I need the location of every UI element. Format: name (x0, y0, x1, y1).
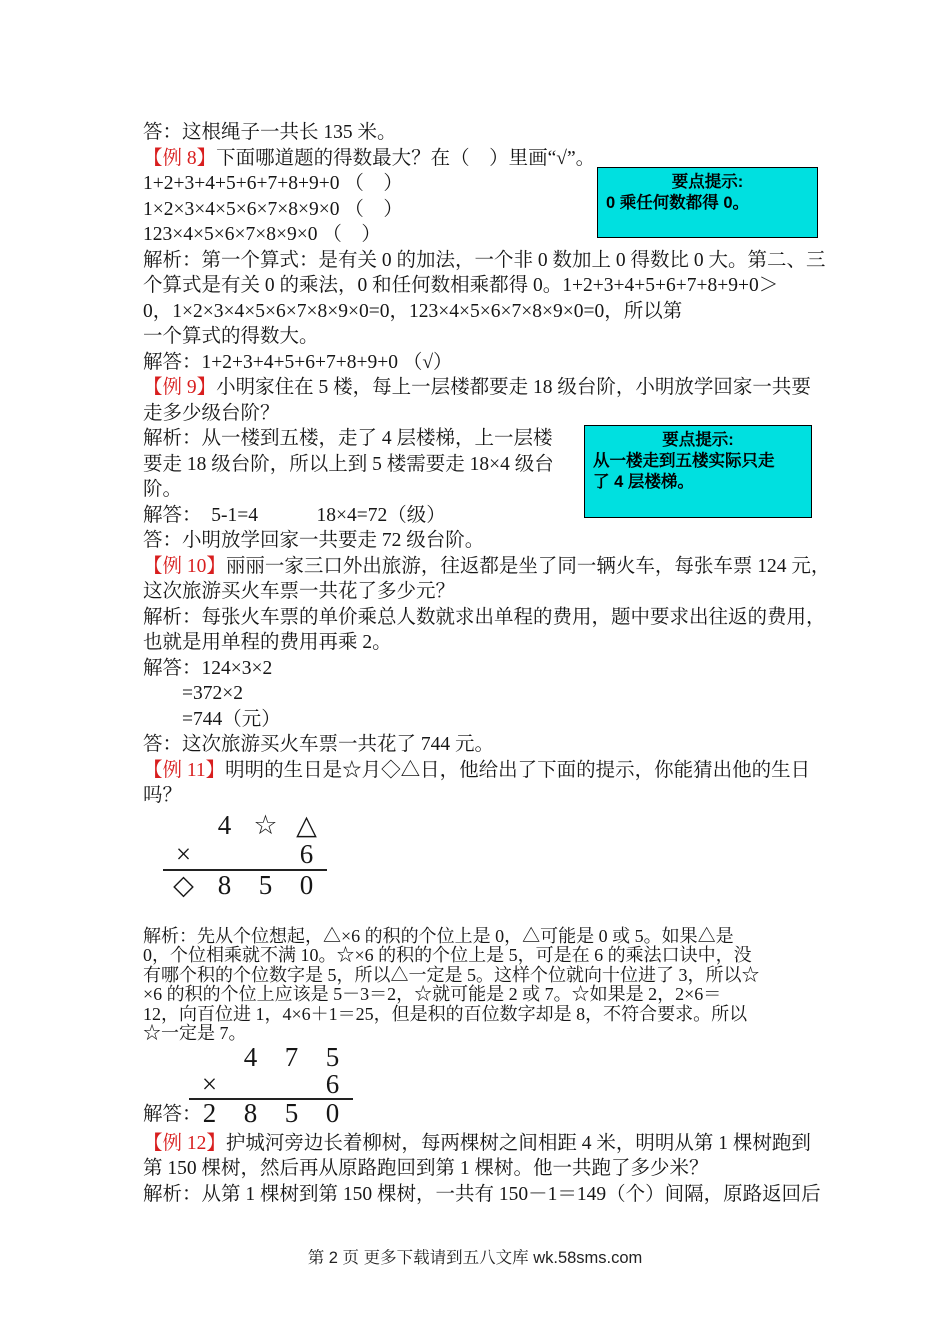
mult-product-row (163, 871, 835, 900)
line-text: 123×4×5×6×7×8×9×0 （ ） (143, 224, 381, 245)
mult-cell-empty (271, 1071, 312, 1098)
mult-digit: 8 (217, 869, 232, 900)
text-line (143, 401, 835, 427)
line-text: 阶。 (143, 479, 183, 500)
mult-digit: 4 (217, 809, 232, 840)
line-text: 明明的生日是☆月◇△日，他给出了下面的提示，你能猜出他的生日 (225, 759, 811, 781)
example-line (143, 758, 835, 784)
mult-digit: 5 (284, 1097, 299, 1128)
line-text: 答：这根绳子一共长 135 米。 (143, 122, 397, 143)
tip-text: 从一楼走到五楼实际只走 (593, 452, 775, 470)
tip-box-zero-multiplication (597, 167, 818, 238)
example-tag: 【例 9】 (143, 377, 217, 398)
text-line (143, 985, 835, 1005)
text-line (143, 681, 835, 707)
mult-digit: 0 (299, 869, 314, 900)
text-line (143, 1156, 835, 1182)
multiply-sign: × (201, 1068, 218, 1099)
diamond-symbol: ◇ (173, 869, 194, 900)
line-text: 解答： 5-1=4 18×4=72（级） (143, 504, 446, 526)
section-example11-analysis (143, 927, 835, 1044)
example-tag: 【例 12】 (143, 1132, 226, 1154)
mult-product-row (189, 1097, 835, 1128)
mult-top-row (189, 1041, 835, 1072)
line-text: 要走 18 级台阶，所以上到 5 楼需要走 18×4 级台 (143, 453, 554, 475)
text-line (143, 732, 835, 758)
text-line (143, 248, 835, 274)
section-example12 (143, 1131, 835, 1208)
mult-operator-row (163, 840, 327, 871)
line-text: 下面哪道题的得数最大？在（ ）里画“√”。 (216, 147, 596, 169)
example-line (143, 375, 835, 401)
text-line (143, 966, 835, 986)
line-text: 一个算式的得数大。 (143, 326, 319, 347)
tip-text: 0 乘任何数都得 0。 (606, 194, 750, 212)
line-text: 第 150 棵树，然后再从原路跑回到第 1 棵树。他一共跑了多少米？ (143, 1158, 709, 1179)
text-line (143, 946, 835, 966)
line-text: 解答：124×3×2 (143, 657, 273, 679)
solution-label: 解答： (143, 1103, 202, 1125)
mult-cell-empty (230, 1071, 271, 1098)
line-text: 0，个位相乘就不满 10。☆×6 的积的个位上是 5，可是在 6 的乘法口诀中，没 (143, 945, 752, 965)
text-line (143, 656, 835, 682)
line-text: 0，1×2×3×4×5×6×7×8×9×0=0，123×4×5×6×7×8×9×0=0，所以第 (143, 300, 683, 322)
mult-digit: 2 (202, 1097, 217, 1128)
line-text: 解析：第一个算式：是有关 0 的加法，一个非 0 数加上 0 得数比 0 大。第二、三 (143, 249, 826, 271)
line-text: 这次旅游买火车票一共花了多少元？ (143, 581, 456, 602)
mult-cell-empty (245, 840, 286, 869)
text-line (143, 1024, 835, 1044)
footer-text: 第 2 页 更多下载请到五八文库 wk.58sms.com (307, 1249, 643, 1267)
line-text: =372×2 (143, 683, 243, 704)
tip-title: 要点提示: (671, 173, 744, 191)
example-tag: 【例 10】 (143, 555, 226, 577)
tip-title: 要点提示: (662, 431, 734, 449)
line-text: =744（元） (143, 708, 281, 730)
text-line (143, 783, 835, 809)
line-text: 丽丽一家三口外出旅游，往返都是坐了同一辆火车，每张车票 124 元， (225, 555, 831, 577)
document-content (143, 120, 835, 1207)
page-footer (0, 1244, 950, 1268)
mult-digit: 8 (243, 1097, 258, 1128)
line-text: 有哪个积的个位数字是 5，所以△一定是 5。这样个位就向十位进了 3，所以☆ (143, 964, 760, 985)
line-text: 走多少级台阶？ (143, 402, 280, 424)
text-line (143, 605, 835, 631)
multiply-sign: × (175, 838, 192, 869)
line-text: 1×2×3×4×5×6×7×8×9×0 （ ） (143, 198, 403, 220)
text-line (143, 1182, 835, 1208)
line-text: 1+2+3+4+5+6+7+8+9+0 （ ） (143, 173, 403, 194)
star-symbol: ☆ (253, 809, 278, 840)
example-tag: 【例 11】 (143, 759, 226, 781)
mult-digit: 5 (258, 869, 273, 900)
text-line (143, 120, 835, 146)
mult-multiplier: 6 (325, 1068, 340, 1099)
line-text: 解析：每张火车票的单价乘总人数就求出单程的费用，题中要求出往返的费用， (143, 606, 826, 628)
text-line (143, 707, 835, 733)
line-text: ☆一定是 7。 (143, 1023, 247, 1043)
tip-box-stairs (584, 425, 812, 518)
mult-cell-empty (163, 811, 204, 840)
multiplication-solution (143, 1041, 835, 1128)
mult-digit: 0 (325, 1097, 340, 1128)
mult-cell-empty (189, 1044, 230, 1071)
mult-top-row (163, 811, 835, 840)
text-line (143, 927, 835, 947)
text-line (143, 299, 835, 325)
line-text: 解析：从第 1 棵树到第 150 棵树，一共有 150－1＝149（个）间隔，原路返回后 (143, 1183, 821, 1205)
mult-cell-empty (204, 840, 245, 869)
line-text: 答：小明放学回家一共要走 72 级台阶。 (143, 530, 485, 551)
line-text: 吗？ (143, 785, 183, 806)
text-line (143, 630, 835, 656)
line-text: 小明家住在 5 楼，每上一层楼都要走 18 级台阶，小明放学回家一共要 (216, 377, 811, 398)
mult-digit: 4 (243, 1041, 258, 1072)
text-line (143, 350, 835, 376)
mult-multiplier: 6 (299, 838, 314, 869)
example-tag: 【例 8】 (143, 147, 217, 169)
line-text: ×6 的积的个位上应该是 5－3＝2，☆就可能是 2 或 7。☆如果是 2，2×6＝ (143, 984, 722, 1004)
mult-digit: 7 (284, 1041, 299, 1072)
tip-text: 了 4 层楼梯。 (593, 473, 694, 491)
line-text: 护城河旁边长着柳树，每两棵树之间相距 4 米，明明从第 1 棵树跑到 (225, 1132, 811, 1154)
mult-operator-row (189, 1068, 353, 1100)
line-text: 也就是用单程的费用再乘 2。 (143, 632, 392, 653)
line-text: 解答：1+2+3+4+5+6+7+8+9+0 （√） (143, 351, 453, 373)
mult-digit: 5 (325, 1041, 340, 1072)
text-line (143, 273, 835, 299)
example-line (143, 554, 835, 580)
line-text: 个算式是有关 0 的乘法，0 和任何数相乘都得 0。1+2+3+4+5+6+7+8+9+0＞ (143, 275, 779, 296)
multiplication-puzzle-symbols (163, 811, 835, 900)
text-line (143, 579, 835, 605)
line-text: 12，向百位进 1，4×6＋1＝25，但是积的百位数字却是 8，不符合要求。所以 (143, 1003, 748, 1024)
line-text: 解析：从一楼到五楼，走了 4 层楼梯，上一层楼 (143, 428, 553, 449)
example-line (143, 1131, 835, 1157)
line-text: 解析：先从个位想起，△×6 的积的个位上是 0，△可能是 0 或 5。如果△是 (143, 925, 734, 946)
text-line (143, 1005, 835, 1025)
text-line (143, 324, 835, 350)
line-text: 答：这次旅游买火车票一共花了 744 元。 (143, 734, 495, 755)
text-line (143, 528, 835, 554)
triangle-symbol: △ (296, 809, 317, 840)
